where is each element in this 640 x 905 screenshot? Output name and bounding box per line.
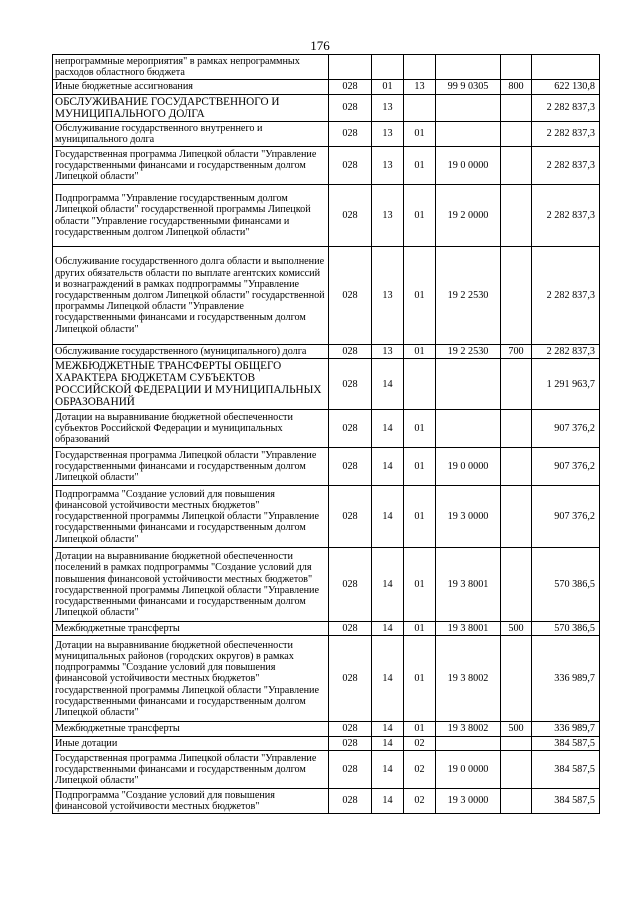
row-section-cell: 14: [372, 448, 404, 486]
row-name-cell: Иные бюджетные ассигнования: [53, 80, 329, 94]
row-expense-type-cell: 700: [501, 345, 532, 359]
row-name-cell: Государственная программа Липецкой области "Управление государственными финансами и государственным долгом Липецкой области": [53, 750, 329, 788]
row-expense-type-cell: [501, 121, 532, 146]
row-subsection-cell: 01: [404, 121, 436, 146]
row-name-cell: Подпрограмма "Создание условий для повышения финансовой устойчивости местных бюджетов": [53, 788, 329, 813]
row-sum-cell: 336 989,7: [532, 722, 600, 736]
row-expense-type-cell: 800: [501, 80, 532, 94]
row-name-cell: непрограммные мероприятия" в рамках непрограммных расходов областного бюджета: [53, 55, 329, 80]
row-target-article-cell: 19 0 0000: [436, 448, 501, 486]
row-sum-cell: 570 386,5: [532, 548, 600, 622]
row-expense-type-cell: 500: [501, 722, 532, 736]
row-name-cell: МЕЖБЮДЖЕТНЫЕ ТРАНСФЕРТЫ ОБЩЕГО ХАРАКТЕРА БЮДЖЕТАМ СУБЪЕКТОВ РОССИЙСКОЙ ФЕДЕРАЦИИ И МУНИЦИПАЛЬНЫХ ОБРАЗОВАНИЙ: [53, 359, 329, 410]
row-glava-cell: 028: [329, 788, 372, 813]
row-section-cell: 13: [372, 147, 404, 185]
table-row: [53, 147, 600, 185]
row-target-article-cell: [436, 410, 501, 448]
row-expense-type-cell: [501, 94, 532, 121]
row-glava-cell: 028: [329, 722, 372, 736]
row-glava-cell: 028: [329, 147, 372, 185]
row-glava-cell: 028: [329, 80, 372, 94]
row-name-cell: Дотации на выравнивание бюджетной обеспеченности поселений в рамках подпрограммы "Создание условий для повышения финансовой устойчивости местных бюджетов" государственной программы Липецкой области "Управление государственными финансами и государственным долгом Липецкой области": [53, 548, 329, 622]
row-sum-cell: 907 376,2: [532, 410, 600, 448]
table-body: [53, 55, 600, 814]
row-name-cell: Обслуживание государственного (муниципального) долга: [53, 345, 329, 359]
row-target-article-cell: 19 3 8002: [436, 722, 501, 736]
row-name-cell: Подпрограмма "Управление государственным долгом Липецкой области" государственной программы Липецкой области "Управление государственными финансами и государственным долгом Липецкой области": [53, 185, 329, 247]
row-expense-type-cell: [501, 636, 532, 722]
row-glava-cell: 028: [329, 185, 372, 247]
row-section-cell: 14: [372, 410, 404, 448]
row-name-cell: Дотации на выравнивание бюджетной обеспеченности муниципальных районов (городских округов) в рамках подпрограммы "Создание условий для повышения финансовой устойчивости местных бюджетов" государственной программы Липецкой области "Управление государственными финансами и государственным долгом Липецкой области": [53, 636, 329, 722]
row-subsection-cell: 01: [404, 548, 436, 622]
row-expense-type-cell: [501, 548, 532, 622]
row-name-cell: Государственная программа Липецкой области "Управление государственными финансами и государственным долгом Липецкой области": [53, 448, 329, 486]
row-glava-cell: 028: [329, 548, 372, 622]
row-subsection-cell: 01: [404, 185, 436, 247]
row-subsection-cell: 02: [404, 736, 436, 750]
row-sum-cell: 384 587,5: [532, 750, 600, 788]
row-target-article-cell: 19 3 0000: [436, 788, 501, 813]
row-sum-cell: 2 282 837,3: [532, 345, 600, 359]
table-row: [53, 410, 600, 448]
row-expense-type-cell: [501, 359, 532, 410]
row-name-cell: Государственная программа Липецкой области "Управление государственными финансами и государственным долгом Липецкой области": [53, 147, 329, 185]
row-subsection-cell: 01: [404, 622, 436, 636]
row-glava-cell: 028: [329, 121, 372, 146]
row-expense-type-cell: [501, 410, 532, 448]
row-sum-cell: 1 291 963,7: [532, 359, 600, 410]
table-row: [53, 55, 600, 80]
row-section-cell: [372, 55, 404, 80]
row-section-cell: 14: [372, 486, 404, 548]
row-glava-cell: 028: [329, 636, 372, 722]
row-subsection-cell: 01: [404, 636, 436, 722]
table-row: [53, 788, 600, 813]
row-section-cell: 14: [372, 736, 404, 750]
row-expense-type-cell: [501, 55, 532, 80]
row-section-cell: 13: [372, 247, 404, 345]
row-target-article-cell: 19 0 0000: [436, 147, 501, 185]
row-sum-cell: 2 282 837,3: [532, 94, 600, 121]
row-expense-type-cell: [501, 185, 532, 247]
row-glava-cell: 028: [329, 359, 372, 410]
row-target-article-cell: 19 2 2530: [436, 345, 501, 359]
row-name-cell: Обслуживание государственного долга области и выполнение других обязательств области по выплате агентских комиссий и вознаграждений в рамках подпрограммы "Управление государственным долгом Липецкой области" государственной программы Липецкой области "Управление государственными финансами и государственным долгом Липецкой области": [53, 247, 329, 345]
row-section-cell: 13: [372, 94, 404, 121]
row-section-cell: 14: [372, 788, 404, 813]
row-section-cell: 14: [372, 750, 404, 788]
table-row: [53, 185, 600, 247]
table-row: [53, 247, 600, 345]
row-expense-type-cell: [501, 736, 532, 750]
row-subsection-cell: 02: [404, 750, 436, 788]
row-subsection-cell: 01: [404, 722, 436, 736]
table-row: [53, 736, 600, 750]
row-glava-cell: 028: [329, 448, 372, 486]
row-subsection-cell: 01: [404, 345, 436, 359]
row-subsection-cell: 01: [404, 147, 436, 185]
row-target-article-cell: 19 2 0000: [436, 185, 501, 247]
row-subsection-cell: 01: [404, 448, 436, 486]
row-section-cell: 14: [372, 722, 404, 736]
table-row: [53, 121, 600, 146]
row-sum-cell: 570 386,5: [532, 622, 600, 636]
row-sum-cell: 2 282 837,3: [532, 185, 600, 247]
row-section-cell: 14: [372, 359, 404, 410]
table-row: [53, 80, 600, 94]
table-row: [53, 722, 600, 736]
row-target-article-cell: 99 9 0305: [436, 80, 501, 94]
row-glava-cell: 028: [329, 622, 372, 636]
row-sum-cell: 2 282 837,3: [532, 247, 600, 345]
row-glava-cell: 028: [329, 736, 372, 750]
budget-table: [52, 54, 600, 814]
row-name-cell: Межбюджетные трансферты: [53, 722, 329, 736]
row-sum-cell: 384 587,5: [532, 788, 600, 813]
row-section-cell: 01: [372, 80, 404, 94]
row-expense-type-cell: [501, 448, 532, 486]
row-expense-type-cell: [501, 788, 532, 813]
page-number: 176: [310, 38, 330, 53]
row-subsection-cell: 02: [404, 788, 436, 813]
row-target-article-cell: [436, 55, 501, 80]
row-target-article-cell: 19 2 2530: [436, 247, 501, 345]
row-target-article-cell: 19 3 0000: [436, 486, 501, 548]
row-subsection-cell: 01: [404, 486, 436, 548]
table-row: [53, 486, 600, 548]
table-row: [53, 94, 600, 121]
row-expense-type-cell: [501, 750, 532, 788]
row-sum-cell: 2 282 837,3: [532, 121, 600, 146]
row-name-cell: Дотации на выравнивание бюджетной обеспеченности субъектов Российской Федерации и муниципальных образований: [53, 410, 329, 448]
table-row: [53, 448, 600, 486]
row-expense-type-cell: [501, 247, 532, 345]
row-target-article-cell: [436, 94, 501, 121]
row-section-cell: 13: [372, 185, 404, 247]
table-row: [53, 345, 600, 359]
row-target-article-cell: 19 0 0000: [436, 750, 501, 788]
row-section-cell: 14: [372, 636, 404, 722]
row-sum-cell: 622 130,8: [532, 80, 600, 94]
row-sum-cell: 907 376,2: [532, 448, 600, 486]
row-glava-cell: 028: [329, 750, 372, 788]
row-subsection-cell: [404, 359, 436, 410]
row-sum-cell: 907 376,2: [532, 486, 600, 548]
row-subsection-cell: 01: [404, 247, 436, 345]
row-subsection-cell: [404, 94, 436, 121]
row-glava-cell: [329, 55, 372, 80]
row-name-cell: Подпрограмма "Создание условий для повышения финансовой устойчивости местных бюджетов" государственной программы Липецкой области "Управление государственными финансами и государственным долгом Липецкой области": [53, 486, 329, 548]
row-glava-cell: 028: [329, 410, 372, 448]
row-name-cell: Обслуживание государственного внутреннего и муниципального долга: [53, 121, 329, 146]
row-name-cell: Межбюджетные трансферты: [53, 622, 329, 636]
row-sum-cell: 336 989,7: [532, 636, 600, 722]
row-name-cell: Иные дотации: [53, 736, 329, 750]
row-target-article-cell: 19 3 8001: [436, 622, 501, 636]
table-row: [53, 548, 600, 622]
row-glava-cell: 028: [329, 94, 372, 121]
row-name-cell: ОБСЛУЖИВАНИЕ ГОСУДАРСТВЕННОГО И МУНИЦИПАЛЬНОГО ДОЛГА: [53, 94, 329, 121]
row-target-article-cell: 19 3 8001: [436, 548, 501, 622]
table-row: [53, 636, 600, 722]
row-expense-type-cell: [501, 486, 532, 548]
row-target-article-cell: [436, 736, 501, 750]
table-row: [53, 359, 600, 410]
row-target-article-cell: [436, 121, 501, 146]
row-glava-cell: 028: [329, 486, 372, 548]
row-section-cell: 13: [372, 345, 404, 359]
table-row: [53, 622, 600, 636]
row-target-article-cell: [436, 359, 501, 410]
row-sum-cell: [532, 55, 600, 80]
row-glava-cell: 028: [329, 345, 372, 359]
row-expense-type-cell: [501, 147, 532, 185]
row-glava-cell: 028: [329, 247, 372, 345]
table-row: [53, 750, 600, 788]
row-expense-type-cell: 500: [501, 622, 532, 636]
row-subsection-cell: 01: [404, 410, 436, 448]
row-section-cell: 13: [372, 121, 404, 146]
row-subsection-cell: 13: [404, 80, 436, 94]
row-sum-cell: 2 282 837,3: [532, 147, 600, 185]
row-target-article-cell: 19 3 8002: [436, 636, 501, 722]
row-section-cell: 14: [372, 548, 404, 622]
row-subsection-cell: [404, 55, 436, 80]
row-section-cell: 14: [372, 622, 404, 636]
row-sum-cell: 384 587,5: [532, 736, 600, 750]
